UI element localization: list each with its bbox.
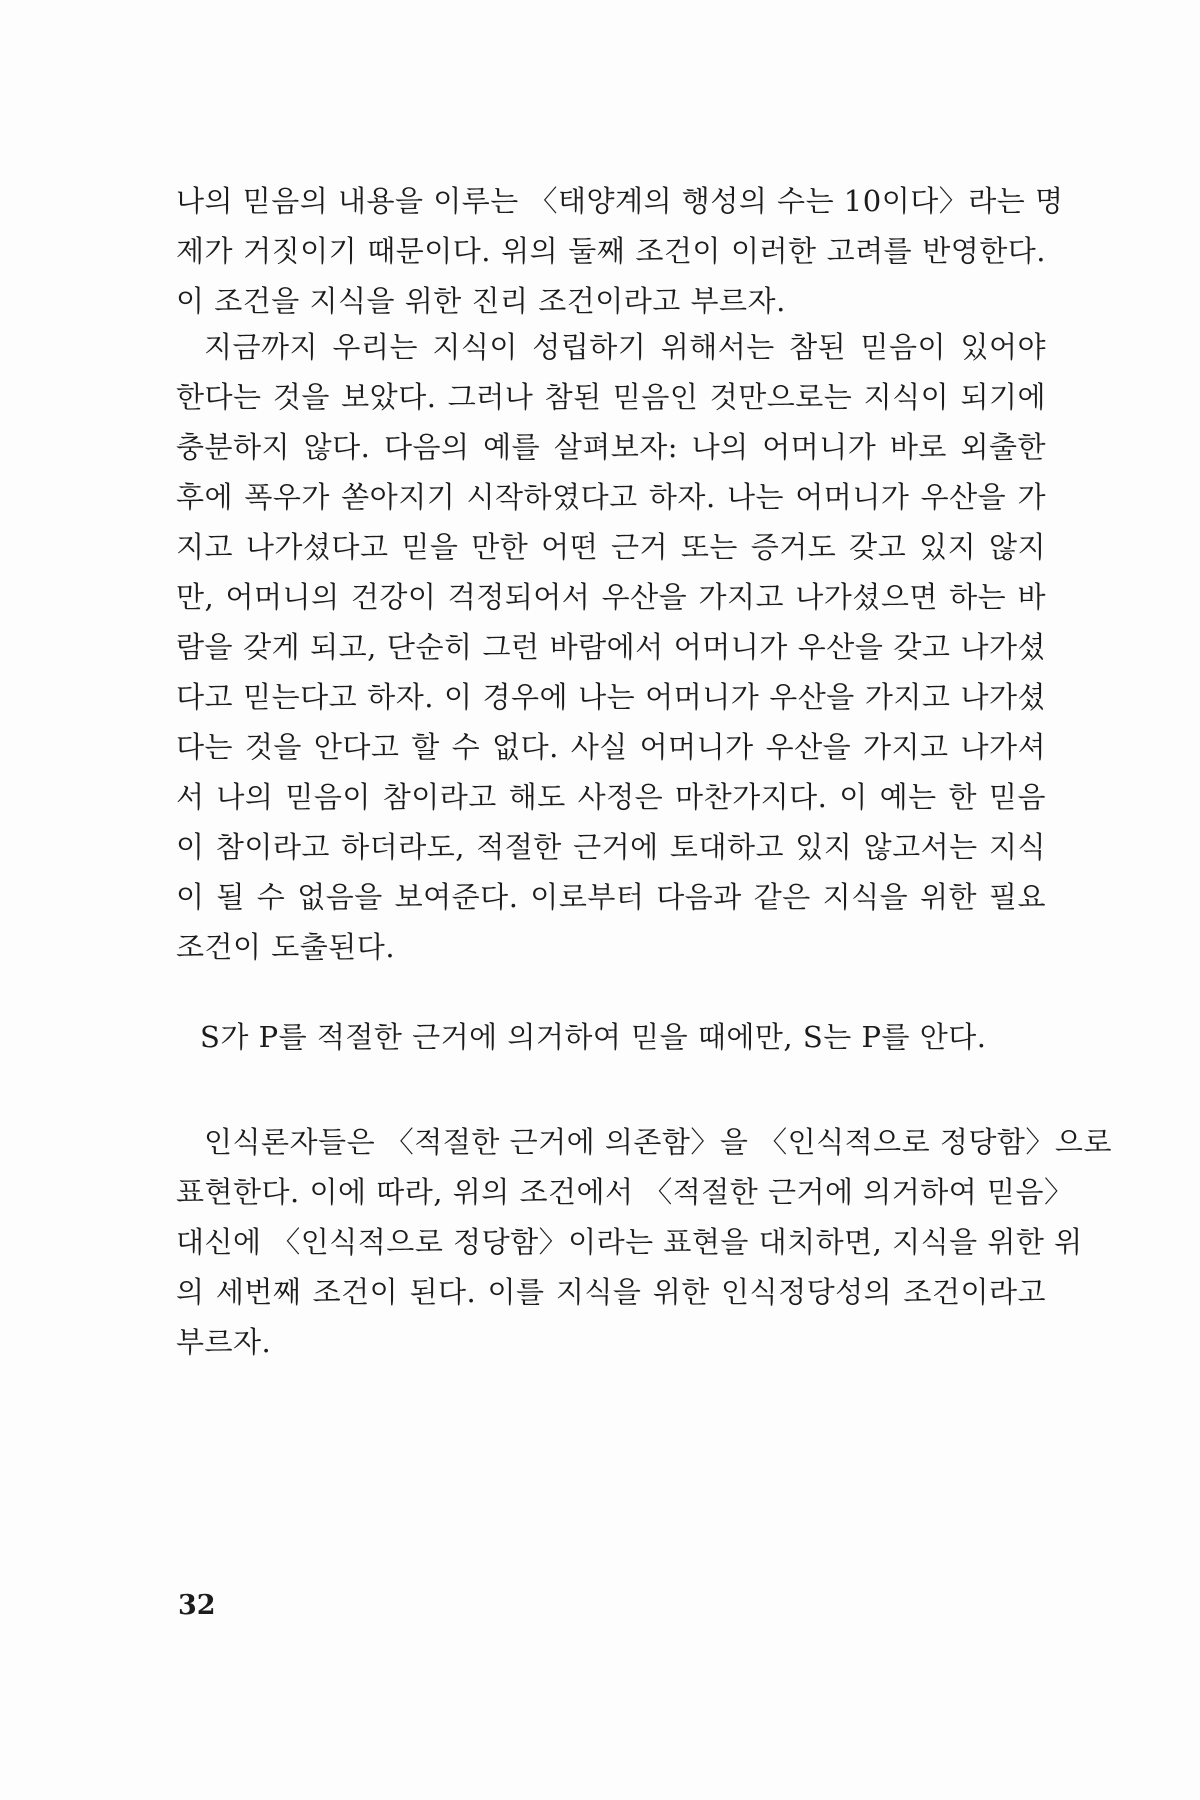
text-line: 후에 폭우가 쏟아지기 시작하였다고 하자. 나는 어머니가 우산을 가 [176,480,1046,514]
text-line: 이 조건을 지식을 위한 진리 조건이라고 부르자. [176,284,786,318]
text-line: 다고 믿는다고 하자. 이 경우에 나는 어머니가 우산을 가지고 나가셨 [176,680,1046,714]
paragraph-3 [176,1117,1112,1367]
page-number: 32 [178,1590,216,1621]
text-line: 부르자. [176,1325,272,1359]
text-line: 지고 나가셨다고 믿을 만한 어떤 근거 또는 증거도 갖고 있지 않지 [176,530,1046,564]
necessary-condition-statement: S가 P를 적절한 근거에 의거하여 믿을 때에만, S는 P를 안다. [200,1020,987,1054]
text-line: 한다는 것을 보았다. 그러나 참된 믿음인 것만으로는 지식이 되기에 [176,380,1046,414]
text-line: 다는 것을 안다고 할 수 없다. 사실 어머니가 우산을 가지고 나가셔 [176,730,1046,764]
text-line: 나의 믿음의 내용을 이루는 〈태양계의 행성의 수는 10이다〉라는 명 [176,184,1064,218]
text-line: 만, 어머니의 건강이 걱정되어서 우산을 가지고 나가셨으면 하는 바 [176,580,1046,614]
text-line: 인식론자들은 〈적절한 근거에 의존함〉을 〈인식적으로 정당함〉으로 [204,1125,1112,1159]
text-line: 표현한다. 이에 따라, 위의 조건에서 〈적절한 근거에 의거하여 믿음〉 [176,1175,1074,1209]
text-line: 이 될 수 없음을 보여준다. 이로부터 다음과 같은 지식을 위한 필요 [176,880,1046,914]
text-line: 제가 거짓이기 때문이다. 위의 둘째 조건이 이러한 고려를 반영한다. [176,234,1046,268]
text-line: 서 나의 믿음이 참이라고 해도 사정은 마찬가지다. 이 예는 한 믿음 [176,780,1046,814]
text-line: 지금까지 우리는 지식이 성립하기 위해서는 참된 믿음이 있어야 [204,330,1046,364]
text-line: 대신에 〈인식적으로 정당함〉이라는 표현을 대치하면, 지식을 위한 위 [176,1225,1083,1259]
text-line: 람을 갖게 되고, 단순히 그런 바람에서 어머니가 우산을 갖고 나가셨 [176,630,1046,664]
text-line: 충분하지 않다. 다음의 예를 살펴보자: 나의 어머니가 바로 외출한 [176,430,1046,464]
paragraph-2 [176,322,1046,972]
paragraph-1 [176,176,1064,326]
text-line: 이 참이라고 하더라도, 적절한 근거에 토대하고 있지 않고서는 지식 [176,830,1046,864]
text-line: 의 세번째 조건이 된다. 이를 지식을 위한 인식정당성의 조건이라고 [176,1275,1046,1309]
text-line: 조건이 도출된다. [176,930,396,964]
